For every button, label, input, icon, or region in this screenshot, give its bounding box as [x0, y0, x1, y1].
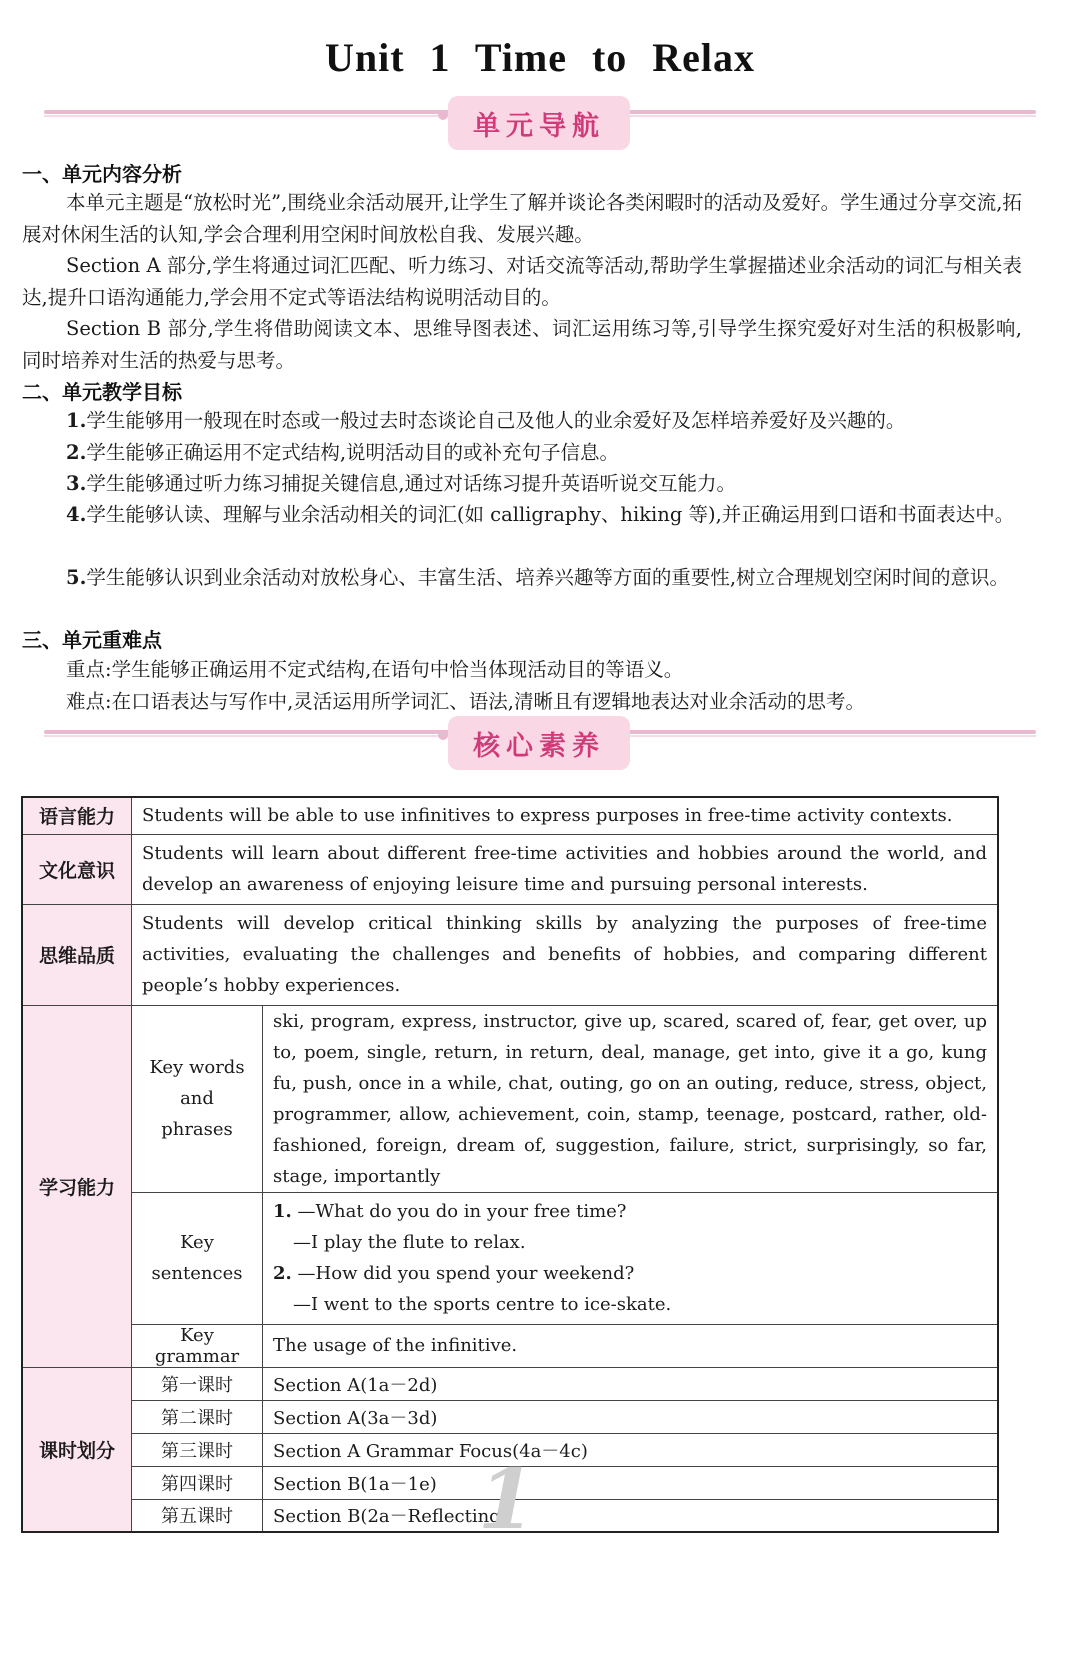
table-row [22, 1367, 998, 1400]
lesson-label: 第二课时 [132, 1400, 263, 1433]
row-header-thinking: 思维品质 [22, 904, 132, 1005]
goal-number: 2. [66, 441, 87, 464]
sentence-text: —What do you do in your free time? [297, 1201, 627, 1222]
goal-item [22, 437, 1022, 469]
core-literacy-banner [44, 716, 1036, 776]
goal-number: 4. [66, 503, 87, 526]
language-ability-text: Students will be able to use infinitives to express purposes in free-time activity contexts. [132, 797, 999, 834]
lesson-content: Section B(1a－1e) [263, 1466, 999, 1499]
key-point-text: 重点:学生能够正确运用不定式结构,在语句中恰当体现活动目的等语义。 [66, 658, 684, 681]
sentence-answer: —I play the flute to relax. [293, 1232, 526, 1253]
paragraph-section-a: Section A 部分,学生将通过词汇匹配、听力练习、对话交流等活动,帮助学生掌握描述业余活动的词汇与相关表达,提升口语沟通能力,学会用不定式等语法结构说明活动目的。 [22, 254, 1022, 309]
lesson-content: Section A(1a－2d) [263, 1367, 999, 1400]
table-row [22, 1400, 998, 1433]
row-header-language: 语言能力 [22, 797, 132, 834]
goal-text: 学生能够认读、理解与业余活动相关的词汇(如 calligraphy、hiking 等),并正确运用到口语和书面表达中。 [86, 503, 1015, 526]
table-row [22, 1192, 998, 1324]
lesson-label: 第四课时 [132, 1466, 263, 1499]
unit-navigation-banner [44, 96, 1036, 156]
paragraph-theme: 本单元主题是“放松时光”,围绕业余活动展开,让学生了解并谈论各类闲暇时的活动及爱好。学生通过分享交流,拓展对休闲生活的认知,学会合理利用空闲时间放松自我、发展兴趣。 [22, 191, 1022, 246]
core-literacy-table [21, 796, 999, 1533]
row-header-learning: 学习能力 [22, 1005, 132, 1367]
goal-number: 5. [66, 566, 87, 589]
table-row [22, 1324, 998, 1367]
goal-item [22, 468, 1022, 500]
key-sentences-label: Key sentences [132, 1192, 263, 1324]
key-words-label: Key words and phrases [132, 1005, 263, 1192]
goal-number: 3. [66, 472, 87, 495]
banner-label: 核心素养 [448, 716, 630, 770]
key-sentences-cell [263, 1192, 999, 1324]
paragraph-section-b: Section B 部分,学生将借助阅读文本、思维导图表述、词汇运用练习等,引导学生探究爱好对生活的积极影响,同时培养对生活的热爱与思考。 [22, 317, 1022, 372]
difficult-point-text: 难点:在口语表达与写作中,灵活运用所学词汇、语法,清晰且有逻辑地表达对业余活动的思考。 [66, 690, 865, 713]
goal-text: 学生能够认识到业余活动对放松身心、丰富生活、培养兴趣等方面的重要性,树立合理规划空闲时间的意识。 [86, 566, 1010, 589]
table-row [22, 834, 998, 904]
row-header-schedule: 课时划分 [22, 1367, 132, 1532]
key-grammar-label: Key grammar [132, 1324, 263, 1367]
section-heading-key-points: 三、单元重难点 [22, 628, 162, 652]
goal-item [22, 562, 1022, 594]
page-number: 1 [478, 1452, 536, 1548]
sentence-number: 2. [273, 1263, 292, 1284]
row-header-culture: 文化意识 [22, 834, 132, 904]
lesson-content: Section B(2a－Reflecting) [263, 1499, 999, 1532]
table-row [22, 904, 998, 1005]
goal-number: 1. [66, 409, 87, 432]
lesson-label: 第五课时 [132, 1499, 263, 1532]
table-row [22, 1005, 998, 1192]
section-heading-teaching-goals: 二、单元教学目标 [22, 380, 182, 404]
goal-text: 学生能够正确运用不定式结构,说明活动目的或补充句子信息。 [86, 441, 620, 464]
goal-text: 学生能够通过听力练习捕捉关键信息,通过对话练习提升英语听说交互能力。 [86, 472, 737, 495]
lesson-content: Section A Grammar Focus(4a－4c) [263, 1433, 999, 1466]
lesson-label: 第三课时 [132, 1433, 263, 1466]
sentence-question [273, 1258, 987, 1289]
table-row [22, 797, 998, 834]
sentence-number: 1. [273, 1201, 292, 1222]
key-grammar-text: The usage of the infinitive. [263, 1324, 999, 1367]
goal-text: 学生能够用一般现在时态或一般过去时态谈论自己及他人的业余爱好及怎样培养爱好及兴趣的。 [86, 409, 906, 432]
sentence-question [273, 1196, 987, 1227]
key-words-text: ski, program, express, instructor, give up, scared, scared of, fear, get over, up to, poem, single, return, in return, deal, manage, get into, give it a go, kung fu, push, once in a while, chat, outing, go on an outing, reduce, stress, object, programmer, allow, achievement, coin, stamp, teenage, postcard, rather, old-fashioned, foreign, dream of, suggestion, failure, strict, surprisingly, so far, stage, importantly [263, 1005, 999, 1192]
sentence-answer: —I went to the sports centre to ice-skate. [293, 1294, 672, 1315]
page-title: Unit 1 Time to Relax [324, 35, 756, 80]
goal-item [22, 405, 1022, 437]
lesson-content: Section A(3a－3d) [263, 1400, 999, 1433]
sentence-text: —How did you spend your weekend? [297, 1263, 635, 1284]
banner-label: 单元导航 [448, 96, 630, 150]
lesson-label: 第一课时 [132, 1367, 263, 1400]
goal-item [22, 499, 1022, 531]
thinking-quality-text: Students will develop critical thinking skills by analyzing the purposes of free-time activities, evaluating the challenges and benefits of hobbies, and comparing different people’s hobby experiences. [132, 904, 999, 1005]
culture-awareness-text: Students will learn about different free-time activities and hobbies around the world, and develop an awareness of enjoying leisure time and pursuing personal interests. [132, 834, 999, 904]
section-heading-content-analysis: 一、单元内容分析 [22, 162, 182, 186]
